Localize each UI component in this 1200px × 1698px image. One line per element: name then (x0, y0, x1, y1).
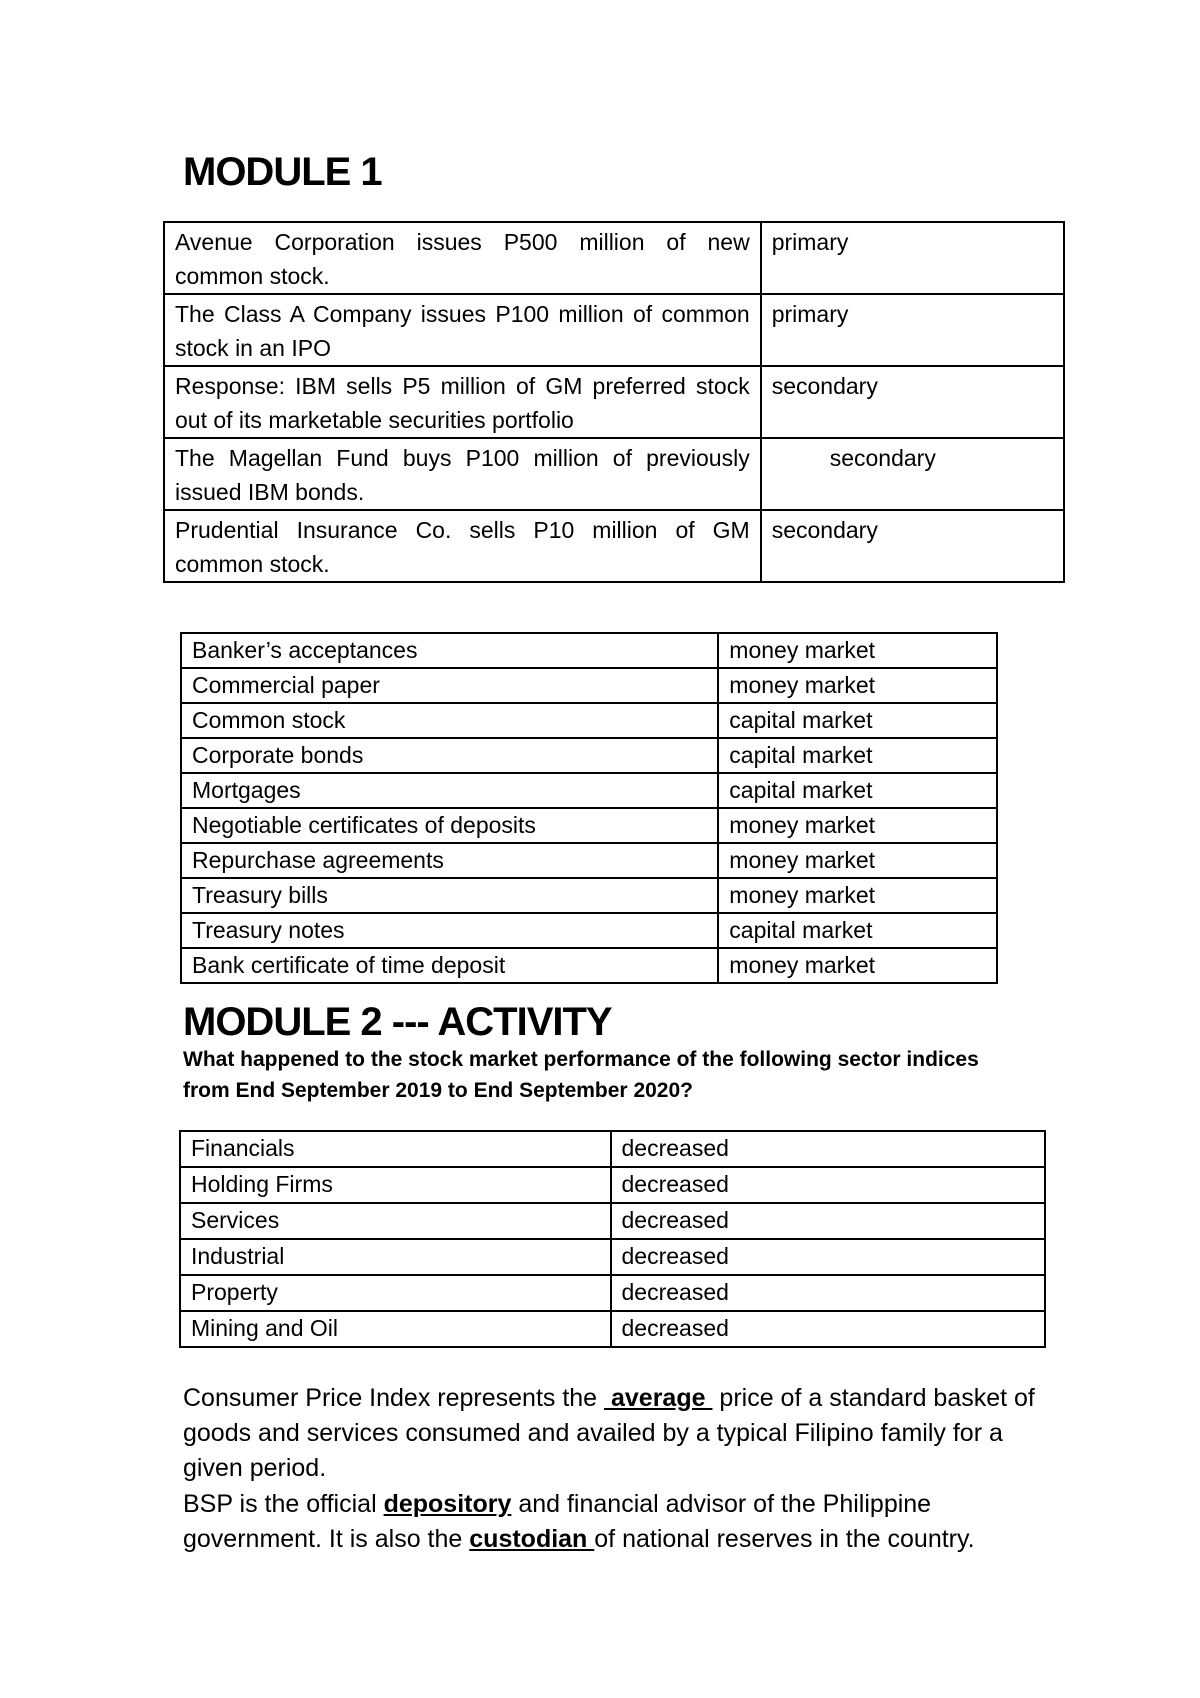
bsp-text-part3: of national reserves in the country. (594, 1525, 975, 1553)
table-row (181, 773, 997, 808)
transaction-description: Prudential Insurance Co. sells P10 million of GM common stock. (164, 510, 761, 582)
market-type-answer: primary (761, 222, 1064, 294)
table-row (181, 913, 997, 948)
cpi-paragraph (183, 1381, 1063, 1486)
sector-name: Holding Firms (180, 1167, 611, 1203)
market-classification: money market (718, 808, 997, 843)
market-classification: money market (718, 633, 997, 668)
cpi-text-before: Consumer Price Index represents the (183, 1384, 605, 1412)
market-classification: money market (718, 843, 997, 878)
transaction-description: Response: IBM sells P5 million of GM preferred stock out of its marketable securities portfolio (164, 366, 761, 438)
market-type-answer: primary (761, 294, 1064, 366)
market-classification: money market (718, 668, 997, 703)
transaction-description: The Magellan Fund buys P100 million of previously issued IBM bonds. (164, 438, 761, 510)
table-row (180, 1167, 1045, 1203)
sector-name: Financials (180, 1131, 611, 1167)
instrument-name: Commercial paper (181, 668, 718, 703)
bsp-text-part2: and financial advisor of the Philippine government. It is also the (183, 1490, 932, 1553)
instrument-name: Treasury notes (181, 913, 718, 948)
cpi-text-after: price of a standard basket of goods and services consumed and availed by a typical Filipino family for a given period. (183, 1384, 1035, 1482)
table-row (181, 948, 997, 983)
market-type-table (163, 221, 1065, 583)
sector-performance: decreased (611, 1131, 1046, 1167)
instrument-name: Treasury bills (181, 878, 718, 913)
instrument-name: Common stock (181, 703, 718, 738)
instrument-name: Banker’s acceptances (181, 633, 718, 668)
market-classification: money market (718, 948, 997, 983)
transaction-description: The Class A Company issues P100 million of common stock in an IPO (164, 294, 761, 366)
market-type-answer: secondary (761, 510, 1064, 582)
sector-name: Mining and Oil (180, 1311, 611, 1347)
sector-name: Property (180, 1275, 611, 1311)
table-row (181, 843, 997, 878)
sector-name: Services (180, 1203, 611, 1239)
market-classification: capital market (718, 703, 997, 738)
table-row (180, 1239, 1045, 1275)
table-row (181, 878, 997, 913)
table-row (164, 366, 1064, 438)
market-classification: money market (718, 878, 997, 913)
instrument-name: Corporate bonds (181, 738, 718, 773)
market-type-answer: secondary (761, 366, 1064, 438)
instrument-market-table (180, 632, 998, 984)
table-row (164, 294, 1064, 366)
instrument-name: Mortgages (181, 773, 718, 808)
table-row (180, 1131, 1045, 1167)
sector-performance-table (179, 1130, 1046, 1348)
module-1-title: MODULE 1 (183, 150, 382, 194)
table-row (180, 1311, 1045, 1347)
table-row (180, 1203, 1045, 1239)
market-type-answer: secondary (761, 438, 1064, 510)
table-row (164, 510, 1064, 582)
sector-performance: decreased (611, 1203, 1046, 1239)
market-classification: capital market (718, 738, 997, 773)
sector-performance: decreased (611, 1311, 1046, 1347)
bsp-blank-custodian: custodian (469, 1525, 595, 1553)
bsp-paragraph (183, 1487, 1063, 1557)
market-classification: capital market (718, 913, 997, 948)
sector-performance: decreased (611, 1239, 1046, 1275)
table-row (180, 1275, 1045, 1311)
table-row (181, 633, 997, 668)
table-row (164, 222, 1064, 294)
sector-performance: decreased (611, 1167, 1046, 1203)
table-row (181, 738, 997, 773)
bsp-text-part1: BSP is the official (183, 1490, 384, 1518)
activity-question: What happened to the stock market performance of the following sector indices from End September 2019 to End September 2020? (183, 1048, 979, 1102)
sector-performance: decreased (611, 1275, 1046, 1311)
instrument-name: Negotiable certificates of deposits (181, 808, 718, 843)
sector-name: Industrial (180, 1239, 611, 1275)
bsp-blank-depository: depository (383, 1490, 512, 1518)
transaction-description: Avenue Corporation issues P500 million of new common stock. (164, 222, 761, 294)
table-row (181, 703, 997, 738)
instrument-name: Repurchase agreements (181, 843, 718, 878)
market-classification: capital market (718, 773, 997, 808)
cpi-blank-answer: average (604, 1384, 713, 1412)
module-2-title: MODULE 2 --- ACTIVITY (183, 1000, 612, 1044)
table-row (164, 438, 1064, 510)
table-row (181, 668, 997, 703)
table-row (181, 808, 997, 843)
instrument-name: Bank certificate of time deposit (181, 948, 718, 983)
